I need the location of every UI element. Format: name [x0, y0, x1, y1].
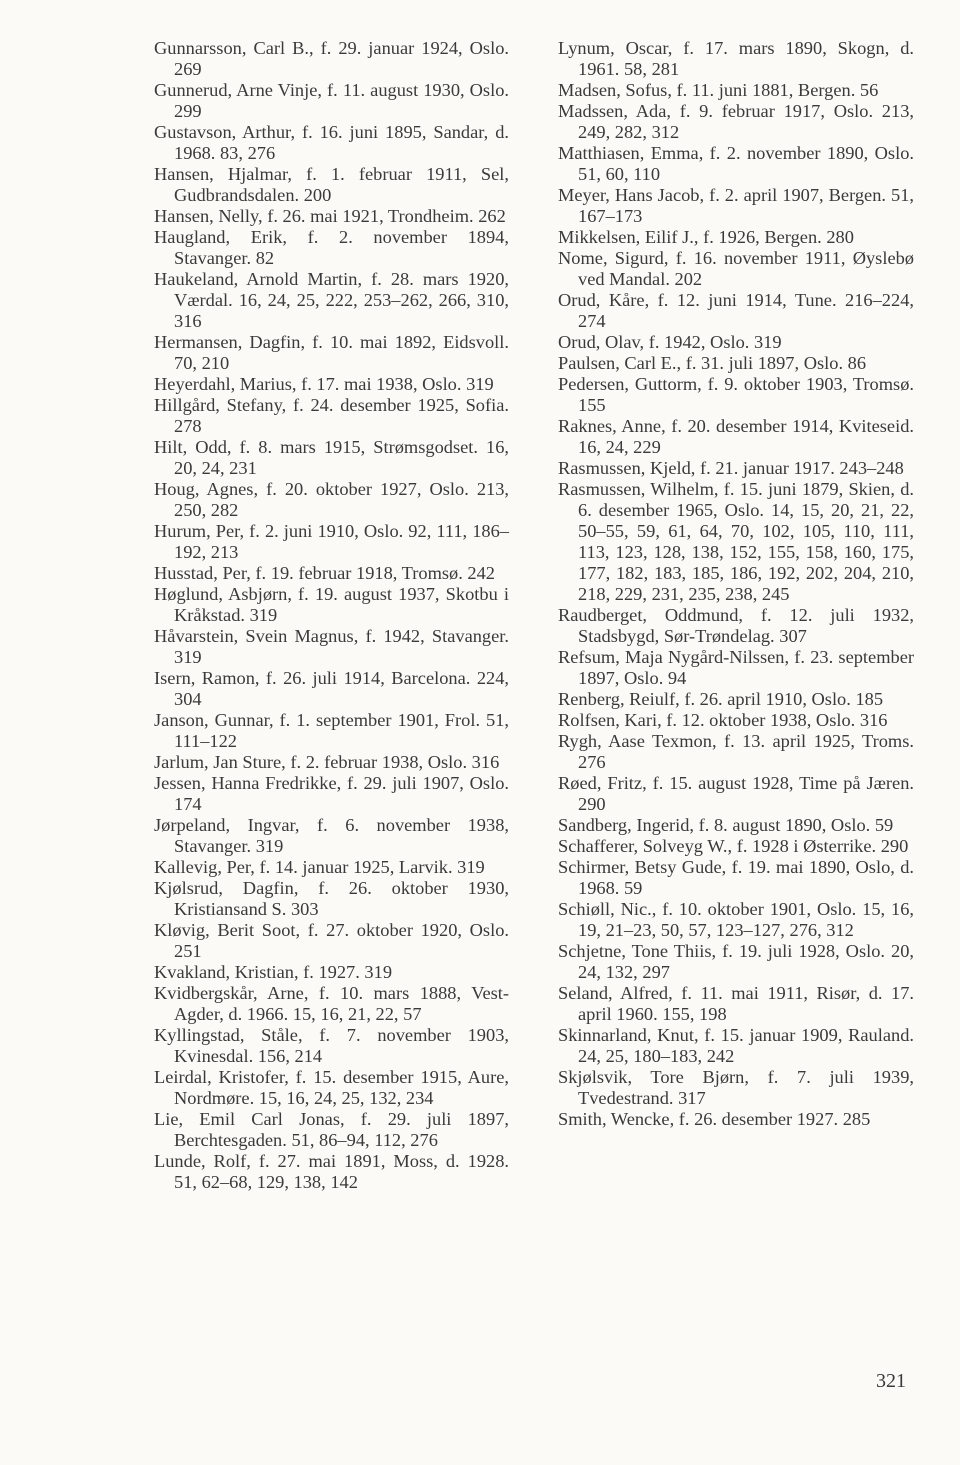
index-entry: Madssen, Ada, f. 9. februar 1917, Oslo. 213, 249, 282, 312: [558, 101, 914, 142]
index-entry: Gunnerud, Arne Vinje, f. 11. august 1930, Oslo. 299: [154, 80, 509, 121]
index-entry: Håvarstein, Svein Magnus, f. 1942, Stavanger. 319: [154, 626, 509, 667]
index-entry: Schafferer, Solveyg W., f. 1928 i Østerrike. 290: [558, 836, 909, 856]
index-entry: Kvakland, Kristian, f. 1927. 319: [154, 962, 393, 982]
index-entry: Skinnarland, Knut, f. 15. januar 1909, Rauland. 24, 25, 180–183, 242: [558, 1025, 914, 1066]
index-entry: Nome, Sigurd, f. 16. november 1911, Øyslebø ved Mandal. 202: [558, 248, 914, 289]
index-entry: Haugland, Erik, f. 2. november 1894, Stavanger. 82: [154, 227, 509, 268]
index-entry: Lunde, Rolf, f. 27. mai 1891, Moss, d. 1928. 51, 62–68, 129, 138, 142: [154, 1151, 509, 1192]
index-entry: Refsum, Maja Nygård-Nilssen, f. 23. september 1897, Oslo. 94: [558, 647, 914, 688]
index-entry: Renberg, Reiulf, f. 26. april 1910, Oslo. 185: [558, 689, 884, 709]
index-entry: Gustavson, Arthur, f. 16. juni 1895, Sandar, d. 1968. 83, 276: [154, 122, 509, 163]
index-entry: Rygh, Aase Texmon, f. 13. april 1925, Troms. 276: [558, 731, 914, 772]
index-entry: Madsen, Sofus, f. 11. juni 1881, Bergen. 56: [558, 80, 879, 100]
index-entry: Skjølsvik, Tore Bjørn, f. 7. juli 1939, Tvedestrand. 317: [558, 1067, 914, 1108]
index-entry: Raknes, Anne, f. 20. desember 1914, Kviteseid. 16, 24, 229: [558, 416, 914, 457]
index-entry: Isern, Ramon, f. 26. juli 1914, Barcelona. 224, 304: [154, 668, 509, 709]
index-entry: Schiøll, Nic., f. 10. oktober 1901, Oslo. 15, 16, 19, 21–23, 50, 57, 123–127, 276, 312: [558, 899, 914, 940]
index-entry: Kyllingstad, Ståle, f. 7. november 1903, Kvinesdal. 156, 214: [154, 1025, 509, 1066]
index-entry: Kvidbergskår, Arne, f. 10. mars 1888, Vest-Agder, d. 1966. 15, 16, 21, 22, 57: [154, 983, 509, 1024]
index-entry: Høglund, Asbjørn, f. 19. august 1937, Skotbu i Kråkstad. 319: [154, 584, 509, 625]
index-entry: Mikkelsen, Eilif J., f. 1926, Bergen. 280: [558, 227, 854, 247]
index-entry: Haukeland, Arnold Martin, f. 28. mars 1920, Værdal. 16, 24, 25, 222, 253–262, 266, 310, 316: [154, 269, 509, 331]
index-entry: Lie, Emil Carl Jonas, f. 29. juli 1897, Berchtesgaden. 51, 86–94, 112, 276: [154, 1109, 509, 1150]
index-entry: Jessen, Hanna Fredrikke, f. 29. juli 1907, Oslo. 174: [154, 773, 509, 814]
index-entry: Jarlum, Jan Sture, f. 2. februar 1938, Oslo. 316: [154, 752, 500, 772]
index-column-left: [154, 38, 509, 1193]
index-entry: Kjølsrud, Dagfin, f. 26. oktober 1930, Kristiansand S. 303: [154, 878, 509, 919]
index-entry: Hansen, Nelly, f. 26. mai 1921, Trondheim. 262: [154, 206, 506, 226]
index-entry: Rasmussen, Kjeld, f. 21. januar 1917. 243–248: [558, 458, 904, 478]
index-entry: Schirmer, Betsy Gude, f. 19. mai 1890, Oslo, d. 1968. 59: [558, 857, 914, 898]
index-entry: Hurum, Per, f. 2. juni 1910, Oslo. 92, 111, 186–192, 213: [154, 521, 509, 562]
index-entry: Gunnarsson, Carl B., f. 29. januar 1924, Oslo. 269: [154, 38, 509, 79]
index-entry: Meyer, Hans Jacob, f. 2. april 1907, Bergen. 51, 167–173: [558, 185, 914, 226]
index-entry: Hansen, Hjalmar, f. 1. februar 1911, Sel, Gudbrandsdalen. 200: [154, 164, 509, 205]
index-entry: Kløvig, Berit Soot, f. 27. oktober 1920, Oslo. 251: [154, 920, 509, 961]
index-entry: Kallevig, Per, f. 14. januar 1925, Larvik. 319: [154, 857, 485, 877]
index-entry: Orud, Olav, f. 1942, Oslo. 319: [558, 332, 782, 352]
index-entry: Orud, Kåre, f. 12. juni 1914, Tune. 216–224, 274: [558, 290, 914, 331]
index-column-right: [558, 38, 914, 1130]
index-entry: Houg, Agnes, f. 20. oktober 1927, Oslo. 213, 250, 282: [154, 479, 509, 520]
index-entry: Seland, Alfred, f. 11. mai 1911, Risør, d. 17. april 1960. 155, 198: [558, 983, 914, 1024]
index-entry: Hillgård, Stefany, f. 24. desember 1925, Sofia. 278: [154, 395, 509, 436]
index-entry: Jørpeland, Ingvar, f. 6. november 1938, Stavanger. 319: [154, 815, 509, 856]
index-entry: Heyerdahl, Marius, f. 17. mai 1938, Oslo. 319: [154, 374, 494, 394]
index-entry: Pedersen, Guttorm, f. 9. oktober 1903, Tromsø. 155: [558, 374, 914, 415]
index-entry: Raudberget, Oddmund, f. 12. juli 1932, Stadsbygd, Sør-Trøndelag. 307: [558, 605, 914, 646]
index-entry: Smith, Wencke, f. 26. desember 1927. 285: [558, 1109, 871, 1129]
index-entry: Janson, Gunnar, f. 1. september 1901, Frol. 51, 111–122: [154, 710, 509, 751]
page-number: 321: [876, 1370, 906, 1392]
index-entry: Lynum, Oscar, f. 17. mars 1890, Skogn, d. 1961. 58, 281: [558, 38, 914, 79]
index-entry: Hilt, Odd, f. 8. mars 1915, Strømsgodset. 16, 20, 24, 231: [154, 437, 509, 478]
index-entry: Rasmussen, Wilhelm, f. 15. juni 1879, Skien, d. 6. desember 1965, Oslo. 14, 15, 20, 21, 22, 50–55, 59, 61, 64, 70, 102, 105, 110, 111, 113, 123, 128, 138, 152, 155, 158, 160, 175, 177, 182, 183, 185, 186, 192, 202, 204, 210, 218, 229, 231, 235, 238, 245: [558, 479, 914, 604]
index-entry: Røed, Fritz, f. 15. august 1928, Time på Jæren. 290: [558, 773, 914, 814]
index-entry: Matthiasen, Emma, f. 2. november 1890, Oslo. 51, 60, 110: [558, 143, 914, 184]
index-entry: Rolfsen, Kari, f. 12. oktober 1938, Oslo. 316: [558, 710, 888, 730]
index-entry: Hermansen, Dagfin, f. 10. mai 1892, Eidsvoll. 70, 210: [154, 332, 509, 373]
index-entry: Sandberg, Ingerid, f. 8. august 1890, Oslo. 59: [558, 815, 894, 835]
index-entry: Husstad, Per, f. 19. februar 1918, Tromsø. 242: [154, 563, 496, 583]
index-entry: Paulsen, Carl E., f. 31. juli 1897, Oslo. 86: [558, 353, 867, 373]
index-entry: Leirdal, Kristofer, f. 15. desember 1915, Aure, Nordmøre. 15, 16, 24, 25, 132, 234: [154, 1067, 509, 1108]
index-entry: Schjetne, Tone Thiis, f. 19. juli 1928, Oslo. 20, 24, 132, 297: [558, 941, 914, 982]
